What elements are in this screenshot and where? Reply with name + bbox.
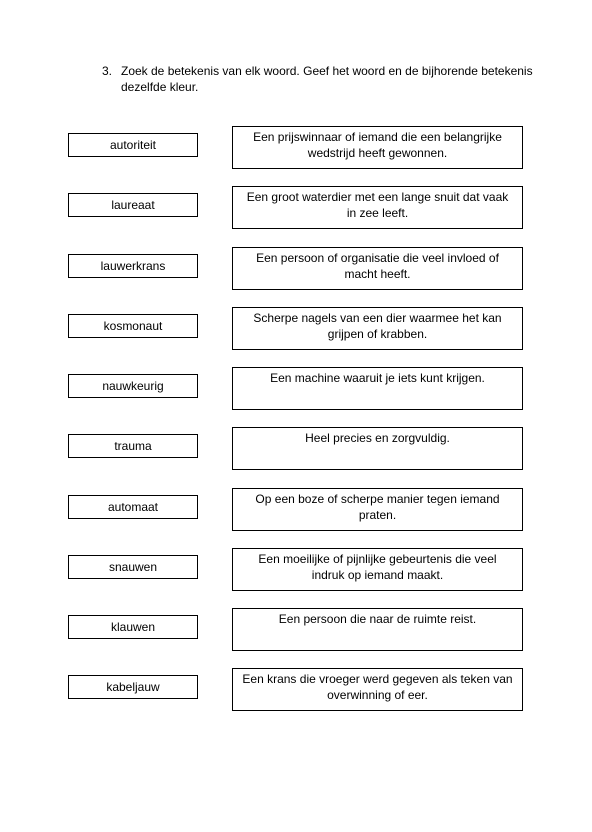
matching-row <box>0 608 592 652</box>
matching-row <box>0 488 592 532</box>
definition-box[interactable]: Een persoon of organisatie die veel invloed of macht heeft. <box>232 247 523 290</box>
instruction-text: Zoek de betekenis van elk woord. Geef het woord en de bijhorende betekenis dezelfde kleur. <box>121 64 533 94</box>
word-box[interactable]: lauwerkrans <box>68 254 198 278</box>
instruction-number: 3. <box>102 64 113 78</box>
definition-box[interactable]: Heel precies en zorgvuldig. <box>232 427 523 470</box>
word-box[interactable]: kosmonaut <box>68 314 198 338</box>
definition-box[interactable]: Een prijswinnaar of iemand die een belangrijke wedstrijd heeft gewonnen. <box>232 126 523 169</box>
matching-row <box>0 548 592 592</box>
word-box[interactable]: trauma <box>68 434 198 458</box>
word-box[interactable]: autoriteit <box>68 133 198 157</box>
definition-box[interactable]: Een persoon die naar de ruimte reist. <box>232 608 523 651</box>
matching-row <box>0 126 592 170</box>
matching-row <box>0 307 592 351</box>
definition-box[interactable]: Een machine waaruit je iets kunt krijgen. <box>232 367 523 410</box>
definition-box[interactable]: Een groot waterdier met een lange snuit dat vaak in zee leeft. <box>232 186 523 229</box>
word-box[interactable]: kabeljauw <box>68 675 198 699</box>
word-box[interactable]: snauwen <box>68 555 198 579</box>
word-box[interactable]: klauwen <box>68 615 198 639</box>
instruction <box>102 63 542 95</box>
definition-box[interactable]: Op een boze of scherpe manier tegen iemand praten. <box>232 488 523 531</box>
matching-row <box>0 367 592 411</box>
definition-box[interactable]: Scherpe nagels van een dier waarmee het kan grijpen of krabben. <box>232 307 523 350</box>
word-box[interactable]: automaat <box>68 495 198 519</box>
word-box[interactable]: laureaat <box>68 193 198 217</box>
matching-row <box>0 186 592 230</box>
word-box[interactable]: nauwkeurig <box>68 374 198 398</box>
matching-row <box>0 427 592 471</box>
definition-box[interactable]: Een krans die vroeger werd gegeven als teken van overwinning of eer. <box>232 668 523 711</box>
matching-row <box>0 668 592 712</box>
definition-box[interactable]: Een moeilijke of pijnlijke gebeurtenis die veel indruk op iemand maakt. <box>232 548 523 591</box>
matching-row <box>0 247 592 291</box>
